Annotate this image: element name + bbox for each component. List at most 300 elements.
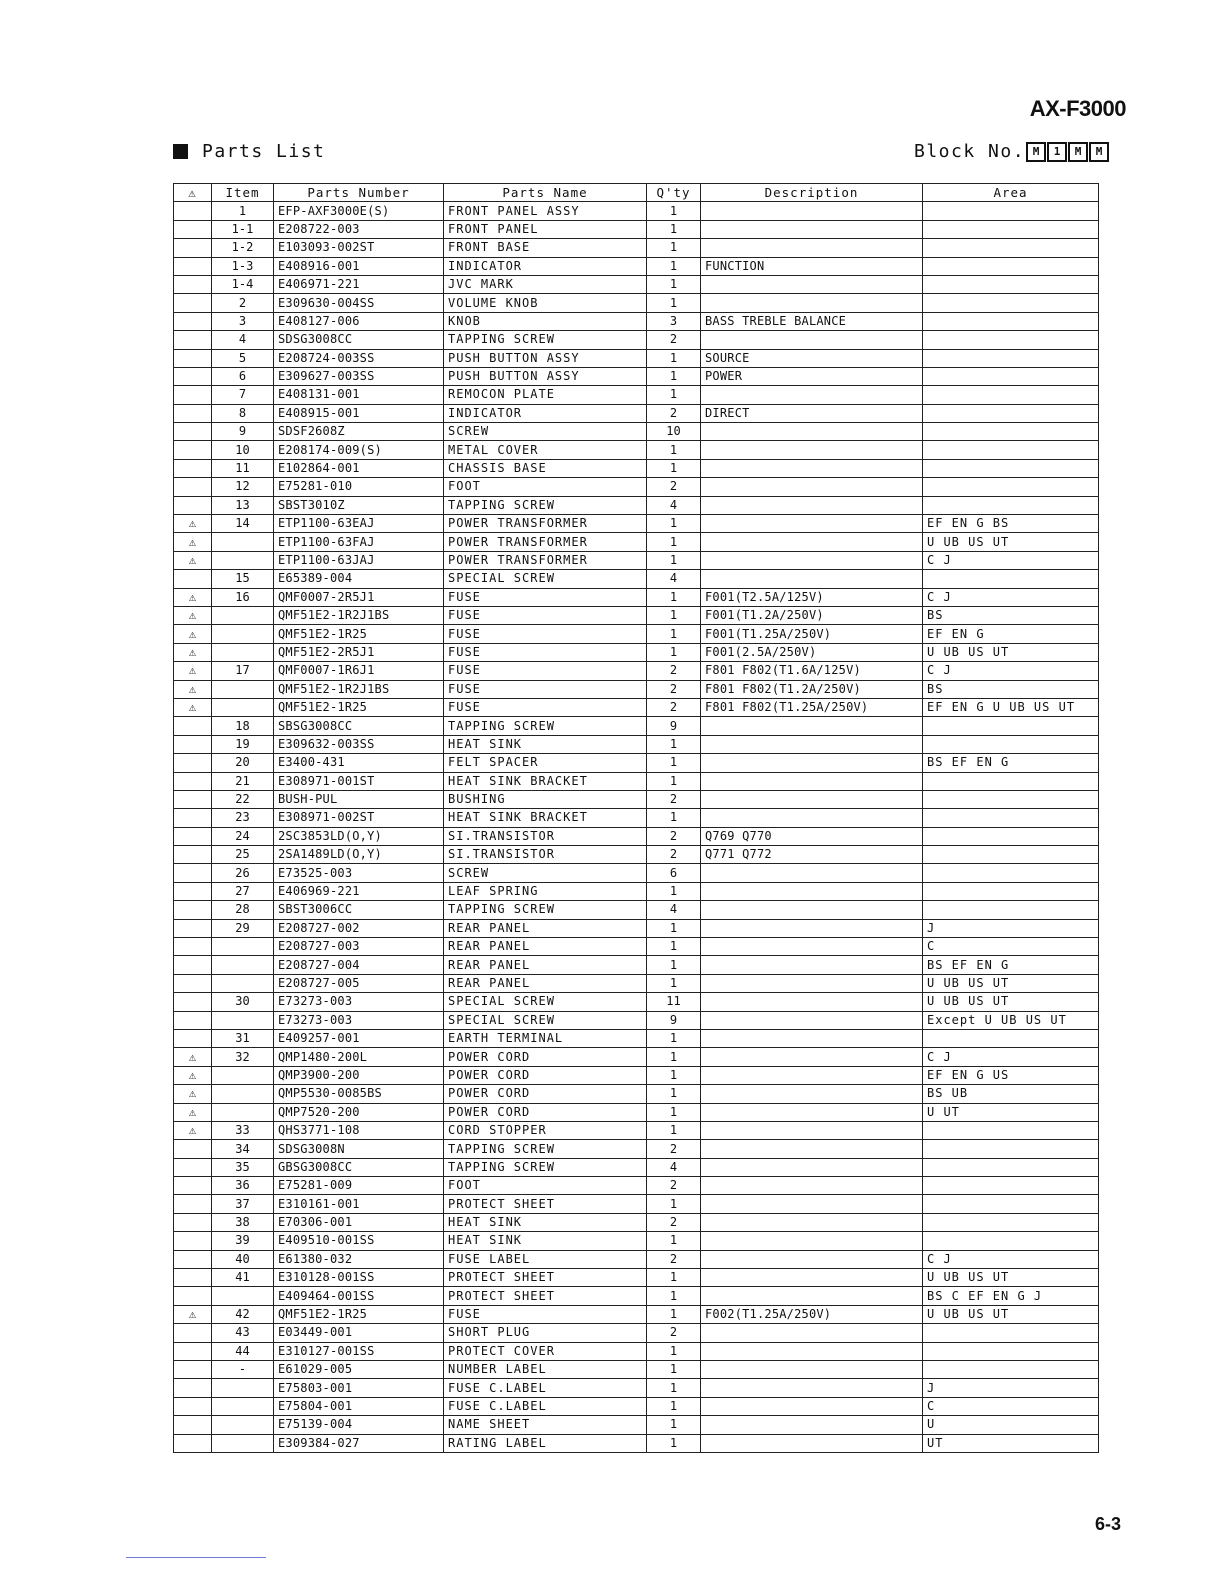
area-cell: U UB US UT (923, 533, 1099, 551)
warning-icon (174, 202, 212, 220)
area-cell (923, 1177, 1099, 1195)
description-cell: F801 F802(T1.6A/125V) (701, 662, 923, 680)
description-cell (701, 901, 923, 919)
parts-number-cell: 2SA1489LD(O,Y) (274, 846, 444, 864)
area-cell: C J (923, 551, 1099, 569)
parts-name-cell: SCREW (444, 864, 647, 882)
item-cell: 1 (212, 202, 274, 220)
area-cell (923, 1324, 1099, 1342)
table-row (174, 846, 1099, 864)
parts-number-cell: E408916-001 (274, 257, 444, 275)
table-row (174, 496, 1099, 514)
area-cell (923, 735, 1099, 753)
table-row (174, 1416, 1099, 1434)
item-cell: 43 (212, 1324, 274, 1342)
parts-number-cell: E208174-009(S) (274, 441, 444, 459)
qty-cell: 4 (647, 1158, 701, 1176)
parts-number-cell: EFP-AXF3000E(S) (274, 202, 444, 220)
parts-number-cell: E70306-001 (274, 1213, 444, 1231)
area-cell (923, 1029, 1099, 1047)
qty-cell: 1 (647, 551, 701, 569)
item-cell (212, 680, 274, 698)
parts-number-cell: E75804-001 (274, 1397, 444, 1415)
parts-name-cell: FUSE C.LABEL (444, 1379, 647, 1397)
description-cell: F001(2.5A/250V) (701, 643, 923, 661)
description-cell (701, 386, 923, 404)
parts-number-cell: QMF51E2-1R25 (274, 625, 444, 643)
area-cell (923, 239, 1099, 257)
area-cell: J (923, 919, 1099, 937)
area-cell (923, 1158, 1099, 1176)
area-cell (923, 349, 1099, 367)
item-cell: 16 (212, 588, 274, 606)
item-cell: 28 (212, 901, 274, 919)
qty-cell: 1 (647, 919, 701, 937)
parts-name-cell: TAPPING SCREW (444, 1158, 647, 1176)
table-row (174, 275, 1099, 293)
qty-cell: 1 (647, 515, 701, 533)
item-cell: - (212, 1361, 274, 1379)
bullet-square-icon (173, 144, 188, 159)
parts-name-cell: FUSE (444, 588, 647, 606)
parts-number-cell: QMF51E2-1R2J1BS (274, 606, 444, 624)
item-cell: 41 (212, 1269, 274, 1287)
parts-name-cell: SPECIAL SCREW (444, 993, 647, 1011)
table-row (174, 1232, 1099, 1250)
qty-cell: 2 (647, 1140, 701, 1158)
parts-number-cell: E75139-004 (274, 1416, 444, 1434)
warning-icon (174, 864, 212, 882)
qty-cell: 1 (647, 1379, 701, 1397)
parts-name-cell: FUSE (444, 643, 647, 661)
area-cell (923, 220, 1099, 238)
warning-icon (174, 1250, 212, 1268)
description-cell (701, 754, 923, 772)
area-cell: BS (923, 606, 1099, 624)
warning-icon (174, 1029, 212, 1047)
parts-name-cell: POWER CORD (444, 1066, 647, 1084)
parts-name-cell: METAL COVER (444, 441, 647, 459)
qty-cell: 4 (647, 570, 701, 588)
table-row (174, 1029, 1099, 1047)
qty-cell: 1 (647, 367, 701, 385)
qty-cell: 2 (647, 1250, 701, 1268)
parts-number-cell: E61029-005 (274, 1361, 444, 1379)
area-cell (923, 1342, 1099, 1360)
table-row (174, 220, 1099, 238)
area-cell (923, 827, 1099, 845)
warning-icon (174, 478, 212, 496)
parts-name-cell: INDICATOR (444, 257, 647, 275)
description-cell: DIRECT (701, 404, 923, 422)
parts-number-cell: QHS3771-108 (274, 1121, 444, 1139)
header-area: Area (923, 184, 1099, 202)
warning-icon (174, 1379, 212, 1397)
item-cell: 37 (212, 1195, 274, 1213)
warning-icon: ⚠ (174, 1085, 212, 1103)
qty-cell: 1 (647, 1342, 701, 1360)
header-parts-name: Parts Name (444, 184, 647, 202)
table-row (174, 1287, 1099, 1305)
warning-icon (174, 827, 212, 845)
description-cell (701, 1232, 923, 1250)
table-row (174, 1269, 1099, 1287)
parts-number-cell: SBSG3008CC (274, 717, 444, 735)
warning-icon: ⚠ (174, 588, 212, 606)
qty-cell: 1 (647, 239, 701, 257)
table-row (174, 570, 1099, 588)
parts-number-cell: E309630-004SS (274, 294, 444, 312)
description-cell (701, 1324, 923, 1342)
parts-number-cell: QMF51E2-1R2J1BS (274, 680, 444, 698)
warning-icon (174, 1232, 212, 1250)
area-cell (923, 882, 1099, 900)
item-cell: 29 (212, 919, 274, 937)
description-cell: F001(T1.25A/250V) (701, 625, 923, 643)
table-row (174, 901, 1099, 919)
area-cell: U UT (923, 1103, 1099, 1121)
parts-name-cell: REAR PANEL (444, 956, 647, 974)
parts-number-cell: E75803-001 (274, 1379, 444, 1397)
parts-name-cell: REMOCON PLATE (444, 386, 647, 404)
area-cell: Except U UB US UT (923, 1011, 1099, 1029)
area-cell: U UB US UT (923, 643, 1099, 661)
item-cell: 6 (212, 367, 274, 385)
description-cell (701, 570, 923, 588)
qty-cell: 1 (647, 643, 701, 661)
parts-name-cell: NAME SHEET (444, 1416, 647, 1434)
header-qty: Q'ty (647, 184, 701, 202)
warning-icon (174, 1397, 212, 1415)
item-cell: 42 (212, 1305, 274, 1323)
table-row (174, 974, 1099, 992)
warning-icon (174, 1177, 212, 1195)
item-cell (212, 551, 274, 569)
warning-icon (174, 570, 212, 588)
area-cell: UT (923, 1434, 1099, 1452)
warning-icon (174, 1011, 212, 1029)
description-cell (701, 496, 923, 514)
description-cell: F801 F802(T1.2A/250V) (701, 680, 923, 698)
table-row (174, 1177, 1099, 1195)
item-cell: 12 (212, 478, 274, 496)
table-row (174, 772, 1099, 790)
parts-name-cell: HEAT SINK (444, 735, 647, 753)
qty-cell: 1 (647, 1361, 701, 1379)
warning-icon (174, 239, 212, 257)
item-cell (212, 1011, 274, 1029)
item-cell: 1-3 (212, 257, 274, 275)
qty-cell: 1 (647, 1048, 701, 1066)
area-cell: C J (923, 1048, 1099, 1066)
item-cell (212, 1085, 274, 1103)
warning-icon (174, 1213, 212, 1231)
area-cell (923, 367, 1099, 385)
qty-cell: 1 (647, 882, 701, 900)
qty-cell: 2 (647, 478, 701, 496)
table-row (174, 698, 1099, 716)
table-row (174, 606, 1099, 624)
area-cell (923, 459, 1099, 477)
description-cell (701, 993, 923, 1011)
item-cell: 10 (212, 441, 274, 459)
parts-number-cell: E408131-001 (274, 386, 444, 404)
table-row (174, 1434, 1099, 1452)
description-cell (701, 1269, 923, 1287)
qty-cell: 1 (647, 625, 701, 643)
warning-icon (174, 220, 212, 238)
area-cell (923, 312, 1099, 330)
qty-cell: 2 (647, 1213, 701, 1231)
area-cell: EF EN G (923, 625, 1099, 643)
warning-icon: ⚠ (174, 1048, 212, 1066)
item-cell (212, 1397, 274, 1415)
parts-name-cell: HEAT SINK BRACKET (444, 772, 647, 790)
parts-number-cell: QMP3900-200 (274, 1066, 444, 1084)
warning-icon (174, 901, 212, 919)
description-cell (701, 1140, 923, 1158)
parts-number-cell: E75281-009 (274, 1177, 444, 1195)
parts-number-cell: E408127-006 (274, 312, 444, 330)
warning-icon (174, 275, 212, 293)
parts-number-cell: E409257-001 (274, 1029, 444, 1047)
warning-icon (174, 1342, 212, 1360)
warning-icon: ⚠ (174, 606, 212, 624)
parts-number-cell: E65389-004 (274, 570, 444, 588)
block-code-box: M (1068, 142, 1088, 162)
table-row (174, 1324, 1099, 1342)
description-cell (701, 1177, 923, 1195)
qty-cell: 1 (647, 1232, 701, 1250)
qty-cell: 1 (647, 956, 701, 974)
parts-number-cell: QMP1480-200L (274, 1048, 444, 1066)
qty-cell: 1 (647, 1434, 701, 1452)
description-cell (701, 1416, 923, 1434)
item-cell (212, 643, 274, 661)
qty-cell: 1 (647, 1066, 701, 1084)
area-cell: U UB US UT (923, 993, 1099, 1011)
area-cell (923, 1232, 1099, 1250)
table-row (174, 1158, 1099, 1176)
warning-icon (174, 386, 212, 404)
parts-name-cell: TAPPING SCREW (444, 1140, 647, 1158)
qty-cell: 2 (647, 680, 701, 698)
parts-name-cell: BUSHING (444, 790, 647, 808)
qty-cell: 2 (647, 1324, 701, 1342)
item-cell: 25 (212, 846, 274, 864)
parts-number-cell: E102864-001 (274, 459, 444, 477)
table-row (174, 349, 1099, 367)
parts-name-cell: CORD STOPPER (444, 1121, 647, 1139)
table-row (174, 790, 1099, 808)
warning-icon (174, 1287, 212, 1305)
qty-cell: 1 (647, 1287, 701, 1305)
parts-number-cell: E308971-001ST (274, 772, 444, 790)
item-cell: 19 (212, 735, 274, 753)
description-cell (701, 717, 923, 735)
description-cell (701, 882, 923, 900)
warning-icon (174, 993, 212, 1011)
qty-cell: 1 (647, 533, 701, 551)
parts-name-cell: SI.TRANSISTOR (444, 827, 647, 845)
table-row (174, 809, 1099, 827)
table-row (174, 478, 1099, 496)
parts-number-cell: E75281-010 (274, 478, 444, 496)
item-cell: 7 (212, 386, 274, 404)
table-row (174, 938, 1099, 956)
item-cell (212, 698, 274, 716)
parts-number-cell: E310128-001SS (274, 1269, 444, 1287)
parts-name-cell: FELT SPACER (444, 754, 647, 772)
table-row (174, 551, 1099, 569)
table-row (174, 864, 1099, 882)
qty-cell: 1 (647, 202, 701, 220)
item-cell (212, 606, 274, 624)
warning-icon (174, 423, 212, 441)
parts-number-cell: E3400-431 (274, 754, 444, 772)
item-cell: 34 (212, 1140, 274, 1158)
parts-number-cell: QMF51E2-1R25 (274, 698, 444, 716)
table-row (174, 1250, 1099, 1268)
page-number: 6-3 (1095, 1514, 1122, 1534)
area-cell (923, 790, 1099, 808)
parts-number-cell: QMF51E2-1R25 (274, 1305, 444, 1323)
parts-name-cell: POWER CORD (444, 1048, 647, 1066)
qty-cell: 10 (647, 423, 701, 441)
parts-number-cell: ETP1100-63EAJ (274, 515, 444, 533)
section-heading (173, 141, 325, 162)
parts-name-cell: POWER CORD (444, 1085, 647, 1103)
warning-icon (174, 1361, 212, 1379)
qty-cell: 1 (647, 735, 701, 753)
item-cell: 11 (212, 459, 274, 477)
item-cell (212, 1416, 274, 1434)
qty-cell: 1 (647, 938, 701, 956)
area-cell: EF EN G U UB US UT (923, 698, 1099, 716)
warning-icon (174, 938, 212, 956)
parts-table (173, 183, 1099, 1453)
description-cell (701, 1158, 923, 1176)
parts-number-cell: QMF0007-1R6J1 (274, 662, 444, 680)
parts-name-cell: FUSE (444, 680, 647, 698)
qty-cell: 2 (647, 790, 701, 808)
parts-name-cell: TAPPING SCREW (444, 496, 647, 514)
area-cell (923, 772, 1099, 790)
parts-name-cell: CHASSIS BASE (444, 459, 647, 477)
parts-number-cell: E406971-221 (274, 275, 444, 293)
item-cell (212, 625, 274, 643)
warning-icon (174, 367, 212, 385)
qty-cell: 1 (647, 220, 701, 238)
qty-cell: 1 (647, 1029, 701, 1047)
table-row (174, 827, 1099, 845)
area-cell: J (923, 1379, 1099, 1397)
table-row (174, 331, 1099, 349)
item-cell: 44 (212, 1342, 274, 1360)
description-cell: BASS TREBLE BALANCE (701, 312, 923, 330)
warning-icon (174, 717, 212, 735)
parts-number-cell: E103093-002ST (274, 239, 444, 257)
parts-name-cell: NUMBER LABEL (444, 1361, 647, 1379)
warning-icon (174, 754, 212, 772)
parts-name-cell: JVC MARK (444, 275, 647, 293)
item-cell: 3 (212, 312, 274, 330)
description-cell (701, 1048, 923, 1066)
warning-icon (174, 441, 212, 459)
description-cell (701, 459, 923, 477)
qty-cell: 1 (647, 1085, 701, 1103)
area-cell: C J (923, 588, 1099, 606)
qty-cell: 9 (647, 1011, 701, 1029)
item-cell: 13 (212, 496, 274, 514)
qty-cell: 1 (647, 441, 701, 459)
parts-number-cell: GBSG3008CC (274, 1158, 444, 1176)
warning-icon: ⚠ (174, 680, 212, 698)
parts-number-cell: E208727-003 (274, 938, 444, 956)
item-cell (212, 1066, 274, 1084)
parts-number-cell: E73273-003 (274, 993, 444, 1011)
qty-cell: 2 (647, 698, 701, 716)
warning-icon (174, 919, 212, 937)
item-cell: 26 (212, 864, 274, 882)
table-row (174, 717, 1099, 735)
table-row (174, 239, 1099, 257)
parts-name-cell: FOOT (444, 1177, 647, 1195)
area-cell: BS C EF EN G J (923, 1287, 1099, 1305)
area-cell (923, 404, 1099, 422)
qty-cell: 1 (647, 1305, 701, 1323)
parts-number-cell: E208722-003 (274, 220, 444, 238)
parts-name-cell: SHORT PLUG (444, 1324, 647, 1342)
parts-name-cell: FRONT PANEL (444, 220, 647, 238)
parts-name-cell: TAPPING SCREW (444, 717, 647, 735)
parts-name-cell: REAR PANEL (444, 919, 647, 937)
parts-number-cell: SBST3006CC (274, 901, 444, 919)
qty-cell: 6 (647, 864, 701, 882)
description-cell (701, 551, 923, 569)
table-row (174, 956, 1099, 974)
parts-name-cell: REAR PANEL (444, 974, 647, 992)
table-row (174, 1085, 1099, 1103)
warning-icon: ⚠ (174, 698, 212, 716)
parts-name-cell: FUSE (444, 662, 647, 680)
description-cell (701, 1361, 923, 1379)
item-cell: 17 (212, 662, 274, 680)
description-cell (701, 1434, 923, 1452)
qty-cell: 1 (647, 754, 701, 772)
parts-number-cell: E309627-003SS (274, 367, 444, 385)
table-row (174, 1379, 1099, 1397)
parts-name-cell: FUSE C.LABEL (444, 1397, 647, 1415)
warning-icon (174, 349, 212, 367)
description-cell: POWER (701, 367, 923, 385)
description-cell (701, 1066, 923, 1084)
qty-cell: 1 (647, 772, 701, 790)
table-row (174, 1213, 1099, 1231)
parts-number-cell: ETP1100-63JAJ (274, 551, 444, 569)
description-cell (701, 1397, 923, 1415)
description-cell (701, 441, 923, 459)
warning-icon (174, 974, 212, 992)
item-cell: 33 (212, 1121, 274, 1139)
parts-name-cell: LEAF SPRING (444, 882, 647, 900)
table-row (174, 1140, 1099, 1158)
table-row (174, 588, 1099, 606)
parts-name-cell: SI.TRANSISTOR (444, 846, 647, 864)
item-cell: 30 (212, 993, 274, 1011)
warning-icon: ⚠ (174, 515, 212, 533)
item-cell (212, 974, 274, 992)
